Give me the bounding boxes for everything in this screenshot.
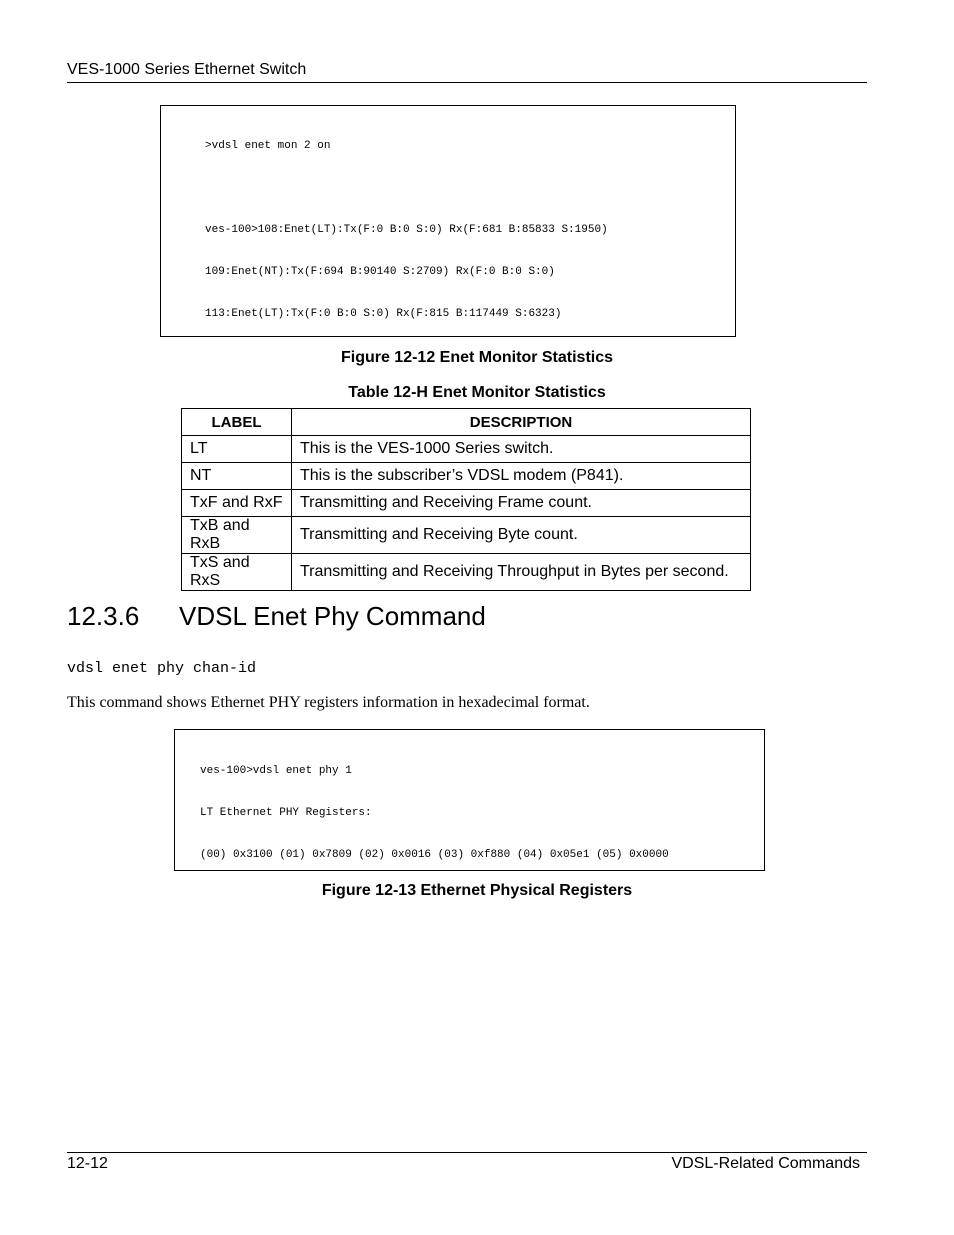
table-row: [182, 463, 751, 490]
code-line: LT Ethernet PHY Registers:: [200, 807, 372, 819]
section-title: VDSL Enet Phy Command: [179, 601, 486, 631]
footer-divider: [67, 1152, 867, 1153]
code-line: ves-100>108:Enet(LT):Tx(F:0 B:0 S:0) Rx(F:681 B:85833 S:1950): [205, 224, 608, 236]
table-cell-label: NT: [182, 463, 292, 490]
code-line: ves-100>vdsl enet phy 1: [200, 765, 352, 777]
phy-registers-code-box: [174, 729, 765, 871]
command-description: This command shows Ethernet PHY registers information in hexadecimal format.: [67, 694, 590, 711]
code-line: 113:Enet(LT):Tx(F:0 B:0 S:0) Rx(F:815 B:117449 S:6323): [205, 308, 562, 320]
header-divider: [67, 82, 867, 83]
table-row: [182, 436, 751, 463]
code-line: [205, 181, 735, 195]
table-cell-label: TxB and RxB: [182, 517, 292, 554]
running-header-title: VES-1000 Series Ethernet Switch: [67, 61, 307, 78]
footer-chapter-title: VDSL-Related Commands: [671, 1155, 860, 1172]
table-header-row: [182, 409, 751, 436]
table-cell-label: TxF and RxF: [182, 490, 292, 517]
figure-12-12-caption: Figure 12-12 Enet Monitor Statistics: [340, 349, 614, 366]
table-cell-description: This is the VES-1000 Series switch.: [292, 436, 751, 463]
table-row: [182, 554, 751, 591]
enet-monitor-statistics-table: [181, 408, 751, 591]
section-heading: [67, 600, 486, 632]
enet-monitor-code-box: [160, 105, 736, 337]
footer-page-number: 12-12: [67, 1155, 108, 1172]
code-line: 109:Enet(NT):Tx(F:694 B:90140 S:2709) Rx(F:0 B:0 S:0): [205, 266, 555, 278]
table-cell-description: This is the subscriber’s VDSL modem (P841).: [292, 463, 751, 490]
figure-12-13-caption: Figure 12-13 Ethernet Physical Registers: [321, 882, 633, 899]
section-number: 12.3.6: [67, 601, 140, 631]
command-syntax: vdsl enet phy chan-id: [67, 660, 257, 677]
table-cell-description: Transmitting and Receiving Byte count.: [292, 517, 751, 554]
table-header-description: DESCRIPTION: [292, 409, 751, 436]
code-line: (00) 0x3100 (01) 0x7809 (02) 0x0016 (03) 0xf880 (04) 0x05e1 (05) 0x0000: [200, 849, 669, 861]
table-12-h-title: Table 12-H Enet Monitor Statistics: [348, 384, 606, 401]
table-row: [182, 517, 751, 554]
code-line: >vdsl enet mon 2 on: [205, 140, 331, 152]
table-row: [182, 490, 751, 517]
table-cell-label: LT: [182, 436, 292, 463]
table-header-label: LABEL: [182, 409, 292, 436]
table-cell-description: Transmitting and Receiving Throughput in Bytes per second.: [292, 554, 751, 591]
table-cell-label: TxS and RxS: [182, 554, 292, 591]
table-cell-description: Transmitting and Receiving Frame count.: [292, 490, 751, 517]
